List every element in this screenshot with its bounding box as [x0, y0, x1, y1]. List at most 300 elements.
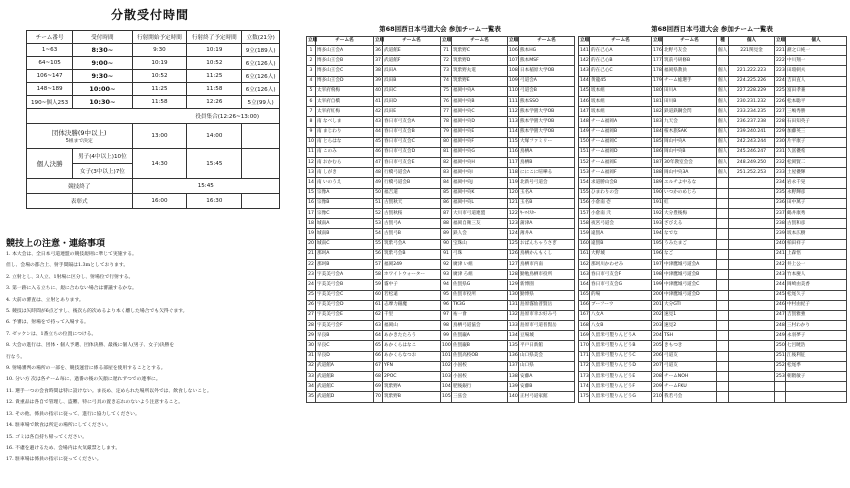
team-number: 15	[307, 188, 316, 198]
team-number: 81	[441, 147, 452, 157]
individual-name: 三嶋秀勝	[786, 107, 847, 117]
team-name: 祐一會	[452, 310, 508, 320]
team-name: 弓道会B	[519, 86, 575, 96]
team-number: 137	[508, 361, 519, 371]
team-final-label	[27, 124, 133, 149]
team-name: 福岡中央L	[452, 198, 508, 208]
individual-name: 濯之口純一	[786, 46, 847, 56]
team-row	[307, 209, 575, 219]
individual-name: 石田知英子	[786, 117, 847, 127]
team-number: 205	[652, 341, 663, 351]
team-name: 的在己心B	[590, 56, 652, 66]
team-number: 19	[307, 229, 316, 239]
schedule-cell: 10:19	[187, 44, 242, 57]
individual-numbers	[729, 392, 775, 402]
team-name: 平戸日新館	[519, 341, 575, 351]
individual-name: 松尾久子	[786, 290, 847, 300]
note-item: 3. 第一跡に入る立ちに、規に合わない場合は審議するかな。	[6, 286, 137, 292]
team-number: 63	[374, 321, 383, 331]
team-header-cell: 立順	[775, 37, 786, 46]
individual-number: 225	[775, 86, 786, 96]
team-number: 200	[652, 290, 663, 300]
individual-flag	[717, 300, 729, 310]
note-item: 12. 貴重品は各自で管理し、盗難、特に弓具の置き忘れのないよう注意すること。	[6, 400, 184, 406]
team-number: 160	[579, 239, 590, 249]
team-row	[579, 219, 847, 229]
team-header-cell: チーム名	[663, 37, 717, 46]
team-name: 宇美美弓会A	[316, 270, 374, 280]
team-name: 鳥栖弓道協会	[452, 321, 508, 331]
team-header-cell: 立順	[441, 37, 452, 46]
team-list-body-2	[579, 46, 847, 403]
team-name: 久留米弓製りんどうB	[590, 341, 652, 351]
team-number: 113	[508, 117, 519, 127]
team-name: 坂本組	[590, 86, 652, 96]
team-name: 勤勉鳥栖市役所	[519, 270, 575, 280]
notes-list	[6, 249, 298, 466]
team-name: 熊本学園大学OB	[519, 127, 575, 137]
team-number: 150	[579, 137, 590, 147]
team-name: 大分豊後梅	[663, 209, 717, 219]
team-header-cell: チーム名	[383, 37, 441, 46]
individual-name: 上森悟	[786, 249, 847, 259]
team-number: 49	[374, 178, 383, 188]
team-row	[579, 280, 847, 290]
team-number: 169	[579, 331, 590, 341]
team-name: 佐賀県G	[452, 280, 508, 290]
schedule-cell: 6立(126人)	[242, 70, 280, 83]
team-name: 小倉南 弐	[590, 209, 652, 219]
team-number: 35	[307, 392, 316, 402]
team-number: 45	[374, 137, 383, 147]
team-number: 124	[508, 229, 519, 239]
team-list-table-1	[306, 36, 575, 403]
team-number: 96	[441, 300, 452, 310]
team-number: 101	[441, 351, 452, 361]
note-item: 2. 立射とし、3人立、1射場に区分し、射場位で行射する。	[6, 274, 134, 280]
team-number: 4	[307, 76, 316, 86]
team-number: 179	[652, 76, 663, 86]
team-name: 福岡中央B	[452, 96, 508, 106]
team-header-cell: チーム名	[452, 37, 508, 46]
team-row	[579, 107, 847, 117]
team-name: 薄井A	[519, 229, 575, 239]
individual-name: 吉賀雅強	[786, 310, 847, 320]
team-header-cell: 種	[717, 37, 729, 46]
team-number: 57	[374, 259, 383, 269]
team-number: 40	[374, 86, 383, 96]
team-name: チームFKU	[663, 382, 717, 392]
team-name: YFN	[383, 361, 441, 371]
individual-ids: 236.237.238	[736, 118, 767, 124]
team-number: 93	[441, 270, 452, 280]
team-row	[307, 290, 575, 300]
team-row	[307, 310, 575, 320]
team-header-row	[579, 37, 847, 46]
team-row	[307, 392, 575, 402]
team-number: 64	[374, 331, 383, 341]
team-row	[579, 209, 847, 219]
individual-name: 中村由紀子	[786, 300, 847, 310]
team-number: 32	[307, 361, 316, 371]
individual-number: 252	[775, 361, 786, 371]
team-number: 95	[441, 290, 452, 300]
team-number: 12	[307, 158, 316, 168]
team-header-cell: チーム名	[316, 37, 374, 46]
team-name: あかくらなつお	[383, 351, 441, 361]
team-name: 福吉道	[383, 188, 441, 198]
award-row	[27, 194, 280, 209]
individual-number: 251	[775, 351, 786, 361]
individual-ids: 233.234.235	[736, 108, 767, 114]
team-name: 佐賀巌A	[452, 331, 508, 341]
note-item: 15. ゴミは各自持ち帰ってください。	[6, 434, 88, 440]
individual-name: 岡崎由美香	[786, 280, 847, 290]
team-name: 福岡中央C	[452, 107, 508, 117]
team-name: 筑紫弓会B	[383, 249, 441, 259]
team-row	[307, 239, 575, 249]
team-number: 69	[374, 382, 383, 392]
team-number: 84	[441, 178, 452, 188]
individual-number: 246	[775, 300, 786, 310]
team-name: 筑紫野D	[452, 56, 508, 66]
schedule-cell: 10:30~	[73, 96, 132, 109]
team-name: 福岡県教員	[663, 66, 717, 76]
team-row	[579, 198, 847, 208]
team-row	[307, 158, 575, 168]
team-number: 114	[508, 127, 519, 137]
team-number: 117	[508, 158, 519, 168]
individual-numbers	[729, 229, 775, 239]
individual-name: 221	[740, 47, 749, 53]
team-number: 89	[441, 229, 452, 239]
team-name: 岡山中央A	[663, 137, 717, 147]
individual-ids: 227.228.229	[736, 88, 767, 94]
team-name: 古賀秋天	[383, 198, 441, 208]
team-name: 古賀弓A	[383, 219, 441, 229]
individual-name: 永野輝彦	[786, 188, 847, 198]
team-name: 春日市弓友会A	[383, 117, 441, 127]
team-final-row	[27, 124, 280, 149]
individual-flag: 個人	[717, 168, 729, 178]
team-number: 105	[441, 392, 452, 402]
team-number: 29	[307, 331, 316, 341]
team-name: 行橋弓道会B	[383, 178, 441, 188]
team-number: 146	[579, 96, 590, 106]
note-item: 13. その他、係員の指示に従って、進行に協力してください。	[6, 411, 140, 417]
individual-ids: 251.252.253	[736, 169, 767, 175]
meeting-row	[27, 109, 280, 124]
team-name: 八女A	[590, 310, 652, 320]
team-name: 熊本SSO	[519, 96, 575, 106]
team-number: 26	[307, 300, 316, 310]
team-name: 佐賀巌B	[452, 341, 508, 351]
team-row	[579, 392, 847, 402]
team-number: 162	[579, 259, 590, 269]
team-row	[579, 76, 847, 86]
team-name: 豆場城	[519, 331, 575, 341]
individual-number: 244	[775, 280, 786, 290]
team-name: 早良D	[316, 351, 374, 361]
team-name: チーム福岡B	[590, 127, 652, 137]
team-number: 77	[441, 107, 452, 117]
team-name: 佐賀市役所	[452, 290, 508, 300]
individual-numbers	[729, 280, 775, 290]
team-name: 的場	[590, 290, 652, 300]
team-number: 107	[508, 56, 519, 66]
individual-numbers	[729, 361, 775, 371]
team-name: おばんちゃうさぎ	[519, 239, 575, 249]
team-name: 山口県	[519, 361, 575, 371]
team-number: 158	[579, 219, 590, 229]
team-row	[579, 351, 847, 361]
team-number: 119	[508, 178, 519, 188]
team-name: 福岡中央A	[452, 86, 508, 96]
team-list-table-2	[578, 36, 847, 403]
team-number: 153	[579, 168, 590, 178]
schedule-header-row	[27, 31, 280, 44]
team-number: 132	[508, 310, 519, 320]
team-name: 筑紫弓会A	[383, 239, 441, 249]
team-name: 福岡中央K	[452, 188, 508, 198]
team-name: 山口県美会	[519, 351, 575, 361]
team-row	[307, 351, 575, 361]
team-row	[579, 46, 847, 56]
header-cell: 立数(21分)	[242, 31, 280, 44]
team-name: 南 まじわり	[316, 127, 374, 137]
team-number: 71	[441, 46, 452, 56]
team-name: 春日市弓友会F	[590, 270, 652, 280]
individual-name: 江後利征	[786, 351, 847, 361]
team-name: 霧中子	[383, 280, 441, 290]
individual-name: 田環刺夫	[786, 66, 847, 76]
individual-flag	[717, 178, 729, 188]
individual-numbers	[729, 351, 775, 361]
individual-name: 朝隈敏子	[786, 372, 847, 382]
team-row	[307, 66, 575, 76]
team-number: 199	[652, 280, 663, 290]
individual-flag: 個人	[717, 86, 729, 96]
team-name: 福岡中央D	[452, 117, 508, 127]
ceremony-row	[27, 179, 280, 194]
team-name: 宇美美弓会C	[316, 290, 374, 300]
team-name: 八女B	[590, 321, 652, 331]
team-number: 99	[441, 331, 452, 341]
individual-flag	[717, 310, 729, 320]
team-name: 小国校	[452, 361, 508, 371]
team-name: 福岡中央G	[452, 147, 508, 157]
team-name: 博多山王会B	[316, 56, 374, 66]
team-number: 79	[441, 127, 452, 137]
individual-number: 241	[775, 249, 786, 259]
team-number: 74	[441, 76, 452, 86]
individual-name: 柏田祥子	[786, 239, 847, 249]
team-row	[307, 107, 575, 117]
team-row	[579, 361, 847, 371]
team-row	[579, 188, 847, 198]
team-name: 志摩力銀魔	[383, 300, 441, 310]
individual-name: 松尾季	[786, 361, 847, 371]
team-name: うみたまご	[663, 239, 717, 249]
team-name: 博多山王会C	[316, 66, 374, 76]
schedule-cell: 5立(99人)	[242, 96, 280, 109]
schedule-cell: 11:58	[187, 83, 242, 96]
team-name: 筑紫野A	[383, 382, 441, 392]
team-row	[307, 76, 575, 86]
team-name: 千里	[383, 310, 441, 320]
team-number: 53	[374, 219, 383, 229]
individual-name: 三村わかり	[786, 321, 847, 331]
team-number: 59	[374, 280, 383, 290]
schedule-row	[27, 83, 280, 96]
team-list-header-1	[307, 37, 575, 46]
team-name: 福岡中央F	[452, 137, 508, 147]
team-row	[579, 372, 847, 382]
team-name: 北新号弓道会	[519, 178, 575, 188]
team-number: 195	[652, 239, 663, 249]
individual-flag: 個人	[717, 46, 729, 56]
team-row	[579, 229, 847, 239]
team-number: 151	[579, 147, 590, 157]
team-number: 125	[508, 239, 519, 249]
note-item: 4. 大前の審査は、立射とあります。	[6, 297, 84, 303]
team-number: 167	[579, 310, 590, 320]
note-item: 17. 駐車場は係員の指示に従ってください。	[6, 457, 102, 463]
team-name: 宝珠山	[452, 239, 508, 249]
team-number: 165	[579, 290, 590, 300]
individual-flag: 個人	[717, 117, 729, 127]
team-name: 鳥栖B	[519, 158, 575, 168]
team-number: 78	[441, 117, 452, 127]
individual-numbers	[729, 158, 775, 168]
individual-number: 228	[775, 117, 786, 127]
team-name: 春日市弓友会B	[383, 127, 441, 137]
team-number: 204	[652, 331, 663, 341]
team-name: 宇美美弓会F	[316, 321, 374, 331]
schedule-cell: 12:26	[187, 96, 242, 109]
individual-flag	[717, 249, 729, 259]
team-name: 武道館F	[383, 56, 441, 66]
team-list-panel-1	[306, 0, 574, 488]
team-name: 九天会	[663, 117, 717, 127]
team-number: 161	[579, 249, 590, 259]
team-row	[579, 168, 847, 178]
team-row	[579, 127, 847, 137]
team-number: 175	[579, 392, 590, 402]
team-row	[307, 361, 575, 371]
team-name: 鉄人会	[452, 229, 508, 239]
team-name: 弓道友	[663, 351, 717, 361]
team-name: 島原市幸お好み弓	[519, 310, 575, 320]
team-number: 86	[441, 198, 452, 208]
team-number: 85	[441, 188, 452, 198]
team-row	[579, 178, 847, 188]
team-number: 88	[441, 219, 452, 229]
team-final-sub: 5組まで決定	[65, 139, 93, 144]
team-number: 100	[441, 341, 452, 351]
individual-flag: 個人	[717, 158, 729, 168]
team-name: 武道館E	[383, 46, 441, 56]
team-number: 48	[374, 168, 383, 178]
individual-ids: 224.225.226	[736, 78, 767, 84]
individual-numbers	[729, 331, 775, 341]
team-name: 蒲津A	[519, 219, 575, 229]
team-name: 大野城	[590, 249, 652, 259]
team-row	[579, 259, 847, 269]
team-number: 188	[652, 168, 663, 178]
team-number: 197	[652, 259, 663, 269]
team-name: 坂本組	[590, 96, 652, 106]
schedule-table	[26, 30, 280, 209]
team-name: 博多山王会A	[316, 46, 374, 56]
individual-name: 岩永千晃	[786, 178, 847, 188]
team-number: 60	[374, 290, 383, 300]
team-row	[579, 341, 847, 351]
team-name: 福岡自衛三友	[452, 219, 508, 229]
individual-numbers	[729, 209, 775, 219]
team-name: 浜田D	[383, 96, 441, 106]
team-name: 福岡山	[383, 321, 441, 331]
team-number: 92	[441, 259, 452, 269]
individual-numbers	[729, 219, 775, 229]
team-number: 183	[652, 117, 663, 127]
team-name: 夜宮弓道会	[590, 219, 652, 229]
team-number: 143	[579, 66, 590, 76]
team-number: 109	[508, 76, 519, 86]
schedule-cell: 6立(126人)	[242, 83, 280, 96]
team-header-cell: チーム名	[590, 37, 652, 46]
individual-numbers	[729, 117, 775, 127]
team-list-title-2: 第68回西日本弓道大会 参加チーム一覧表	[651, 25, 773, 33]
individual-numbers	[729, 86, 775, 96]
team-number: 154	[579, 178, 590, 188]
note-item: 6. 予審は、射場をで持って入場する。	[6, 320, 89, 326]
team-number: 41	[374, 96, 383, 106]
individual-number: 232	[775, 158, 786, 168]
individual-name: 永羽夢子	[786, 331, 847, 341]
team-number: 185	[652, 137, 663, 147]
note-item: 16. 不慮を避けるため、会場内は火気厳禁とします。	[6, 445, 121, 451]
team-name: 早良B	[316, 331, 374, 341]
team-name: 那珂A	[316, 249, 374, 259]
team-number: 186	[652, 147, 663, 157]
schedule-row	[27, 44, 280, 57]
team-name: 岡山中央3A	[663, 168, 717, 178]
team-number: 8	[307, 117, 316, 127]
team-number: 155	[579, 188, 590, 198]
schedule-cell: 106~147	[27, 70, 73, 83]
team-name: 南 いのうえ	[316, 178, 374, 188]
team-name: TSH	[663, 331, 717, 341]
team-name: 福岡中央H	[452, 158, 508, 168]
team-list-title-1: 第68回西日本弓道大会 参加チーム一覧表	[379, 25, 501, 33]
team-number: 28	[307, 321, 316, 331]
team-name: 中津鷹城弓道会B	[663, 270, 717, 280]
individual-numbers	[729, 46, 775, 56]
schedule-cell: 1~63	[27, 44, 73, 57]
team-number: 58	[374, 270, 383, 280]
individual-name: 加藤英三	[786, 127, 847, 137]
individual-number: 242	[775, 259, 786, 269]
team-name: いつかのめじろ	[663, 188, 717, 198]
team-number: 30	[307, 341, 316, 351]
team-name: 速見2	[663, 321, 717, 331]
team-header-cell: 立順	[579, 37, 590, 46]
header-cell: 行射終了予定時間	[187, 31, 242, 44]
team-name: 田川A	[663, 86, 717, 96]
schedule-cell: 190~個人253	[27, 96, 73, 109]
meeting-cell: 役員集合(12:26~13:00)	[27, 109, 280, 124]
